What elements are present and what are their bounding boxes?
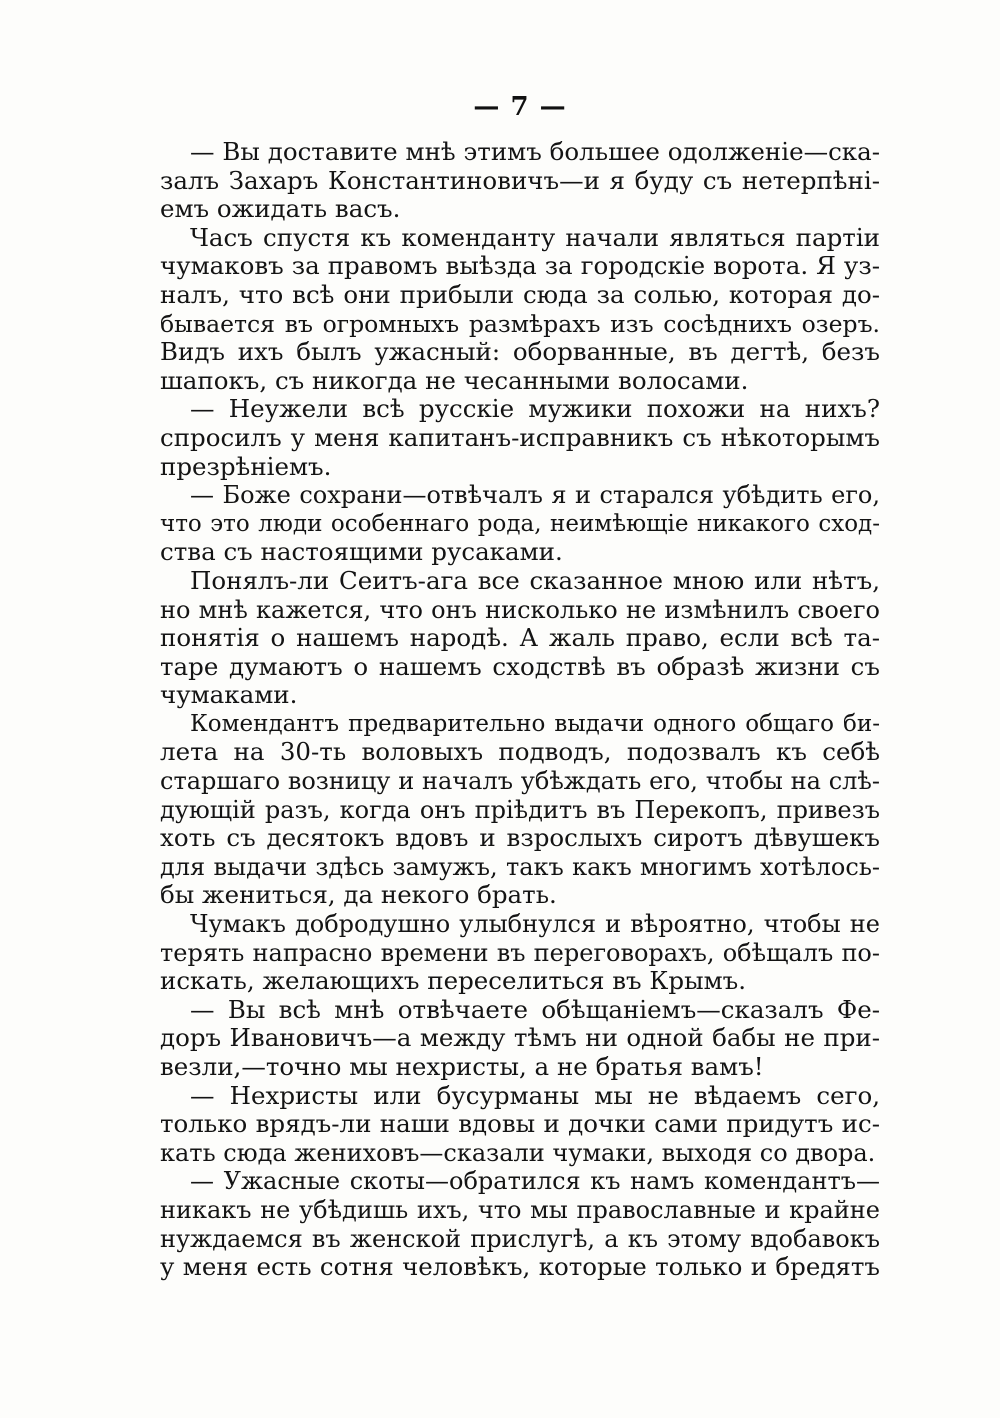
text-line: бывается въ огромныхъ размѣрахъ изъ сосѣднихъ озеръ. [160,309,880,338]
text-line: чумаками. [160,681,298,710]
text-line: чумаковъ за правомъ выѣзда за городскіе ворота. Я уз- [160,252,880,281]
text-line: Часъ спустя къ коменданту начали являться партіи [190,223,880,252]
text-line: кать сюда жениховъ—сказали чумаки, выходя со двора. [160,1138,876,1167]
text-line: понятія о нашемъ народѣ. А жаль право, если всѣ та- [160,624,880,653]
text-line: но мнѣ кажется, что онъ нисколько не измѣнилъ своего [160,595,880,624]
text-line: Понялъ-ли Сеитъ-ага все сказанное мною или нѣтъ, [190,566,880,595]
text-line: у меня есть сотня человѣкъ, которые только и бредятъ [160,1253,880,1282]
text-line: — Ужасные скоты—обратился къ намъ комендантъ— [190,1167,880,1196]
text-line: бы жениться, да некого брать. [160,881,557,910]
text-line: Чумакъ добродушно улыбнулся и вѣроятно, чтобы не [190,910,880,939]
text-line: что это люди особеннаго рода, неимѣющіе никакого сход- [160,510,880,537]
text-line: везли,—точно мы нехристы, а не братья вамъ! [160,1053,764,1081]
text-line: — Нехристы или бусурманы мы не вѣдаемъ сего, [190,1081,880,1110]
text-line: ства съ настоящими русаками. [160,538,563,567]
text-line: — Вы всѣ мнѣ отвѣчаете обѣщаніемъ—сказалъ Фе- [190,995,880,1024]
text-line: таре думаютъ о нашемъ сходствѣ въ образѣ жизни съ [160,652,880,681]
text-line: презрѣніемъ. [160,452,332,481]
text-line: лета на 30-ть воловыхъ подводъ, подозвалъ къ себѣ [160,738,880,767]
text-line: терять напрасно времени въ переговорахъ, обѣщалъ по- [160,938,880,967]
text-line: дующій разъ, когда онъ пріѣдитъ въ Перекопъ, привезъ [160,795,880,824]
page-text [160,138,880,1282]
text-line: — Неужели всѣ русскіе мужики похожи на нихъ? [190,395,880,424]
text-line: старшаго возницу и началъ убѣждать его, чтобы на слѣ- [160,767,880,796]
text-line: искать, желающихъ переселиться въ Крымъ. [160,967,747,996]
text-line: шапокъ, съ никогда не чесанными волосами. [160,366,749,395]
text-line: для выдачи здѣсь замужъ, такъ какъ многимъ хотѣлось- [160,852,880,881]
text-line: нуждаемся въ женской прислугѣ, а къ этому вдобавокъ [160,1224,880,1253]
text-line: — Боже сохрани—отвѣчалъ я и старался убѣдить его, [190,481,880,510]
text-line: только врядъ-ли наши вдовы и дочки сами придутъ ис- [160,1110,880,1139]
text-line: никакъ не убѣдишь ихъ, что мы православные и крайне [160,1195,880,1224]
text-line: хоть съ десятокъ вдовъ и взрослыхъ сиротъ дѣвушекъ [160,824,880,853]
text-line: емъ ожидать васъ. [160,195,401,224]
text-line: налъ, что всѣ они прибыли сюда за солью, которая до- [160,280,880,309]
text-line: доръ Ивановичъ—а между тѣмъ ни одной бабы не при- [160,1024,880,1053]
text-line: Видъ ихъ былъ ужасный: оборванные, въ дегтѣ, безъ [160,338,880,367]
text-line: Комендантъ предварительно выдачи одного общаго би- [190,710,880,737]
page-number: — 7 — [473,92,567,122]
text-line: — Вы доставите мнѣ этимъ большее одолженіе—ска- [190,138,880,166]
text-line: залъ Захаръ Константиновичъ—и я буду съ нетерпѣні- [160,166,880,195]
text-line: спросилъ у меня капитанъ-исправникъ съ нѣкоторымъ [160,423,880,452]
